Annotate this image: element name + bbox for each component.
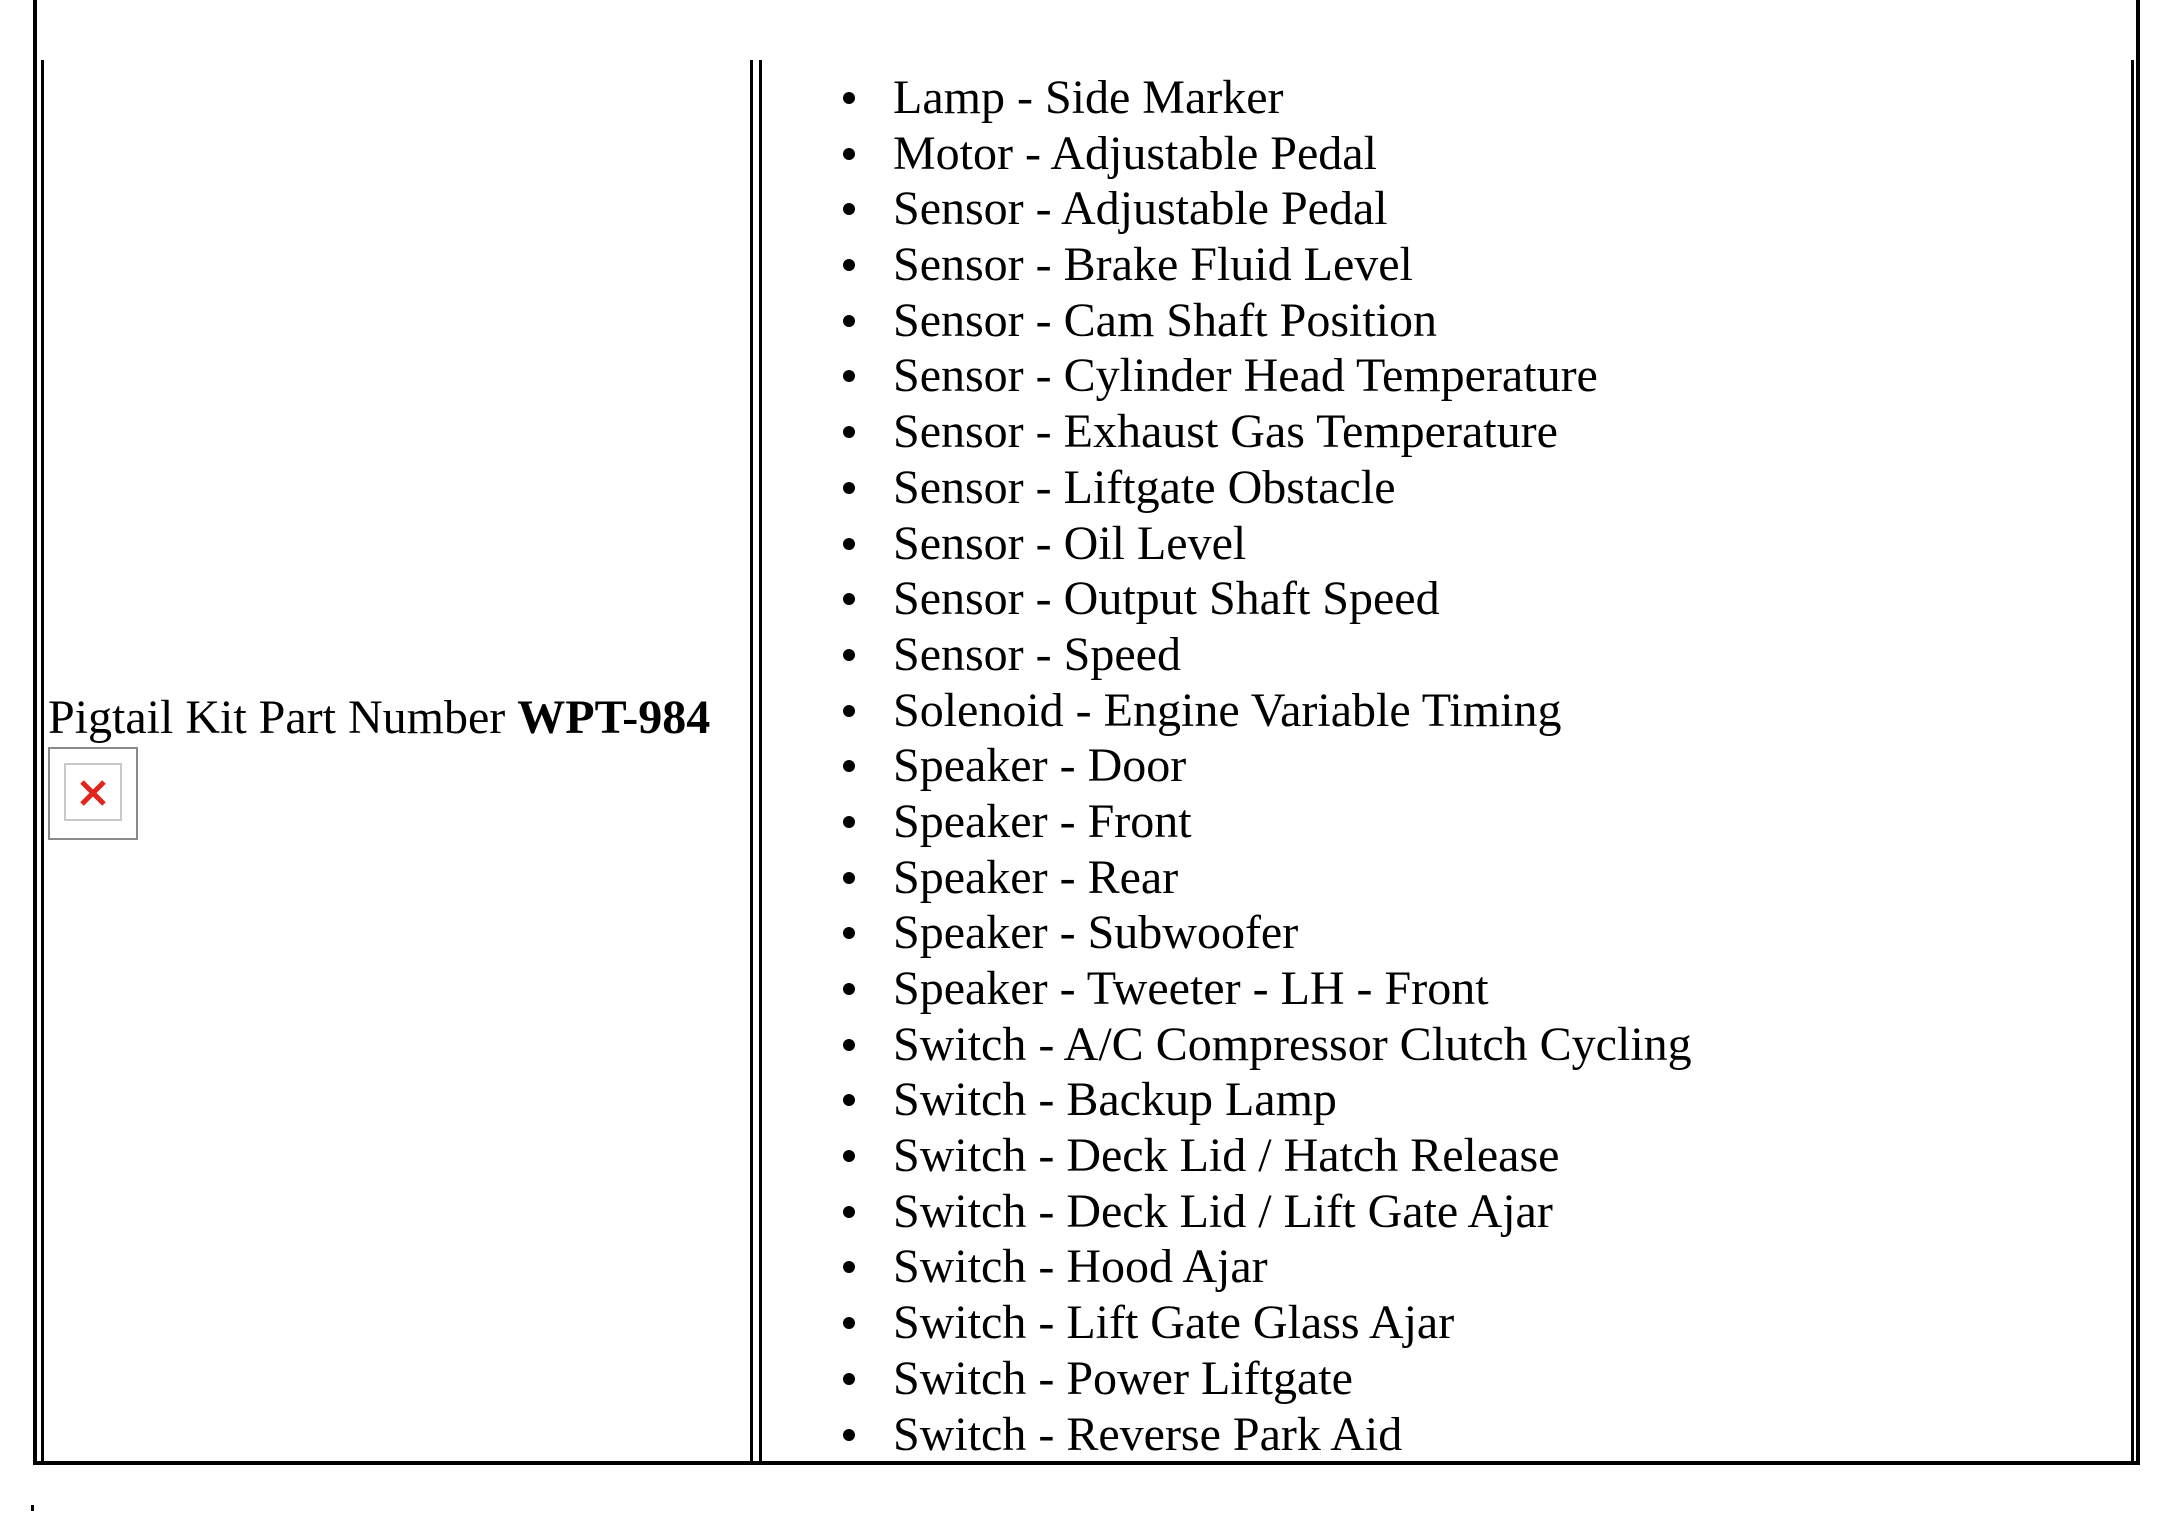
bullet-icon <box>843 760 855 772</box>
list-item <box>843 961 1692 1017</box>
bullet-icon <box>843 983 855 995</box>
stray-mark <box>31 1505 34 1511</box>
list-item <box>843 905 1692 961</box>
bullet-icon <box>843 872 855 884</box>
list-item-text: Sensor - Exhaust Gas Temperature <box>893 405 1558 459</box>
list-item-text: Switch - Hood Ajar <box>893 1240 1268 1294</box>
bullet-icon <box>843 148 855 160</box>
list-item <box>843 738 1692 794</box>
list-item-text: Speaker - Tweeter - LH - Front <box>893 962 1489 1015</box>
list-item-text: Speaker - Door <box>893 739 1187 793</box>
broken-image-x-icon <box>50 749 140 842</box>
bullet-icon <box>843 538 855 550</box>
bullet-icon <box>843 482 855 494</box>
list-item-text: Switch - Reverse Park Aid <box>893 1407 1403 1461</box>
bullet-icon <box>843 203 855 215</box>
list-item <box>843 516 1692 572</box>
bullet-icon <box>843 1150 855 1162</box>
table-cell-part-number <box>41 60 753 1464</box>
list-item-text: Switch - Power Liftgate <box>893 1351 1353 1405</box>
list-item <box>843 181 1692 237</box>
list-item <box>843 70 1692 126</box>
list-item <box>843 1295 1692 1351</box>
list-item-text: Sensor - Liftgate Obstacle <box>893 460 1396 514</box>
list-item-text: Solenoid - Engine Variable Timing <box>893 683 1562 737</box>
list-item-text: Sensor - Oil Level <box>893 516 1247 570</box>
list-item <box>843 1407 1692 1463</box>
list-item <box>843 794 1692 850</box>
list-item-text: Sensor - Cam Shaft Position <box>893 293 1438 347</box>
list-item <box>843 1072 1692 1128</box>
list-item <box>843 571 1692 627</box>
bullet-icon <box>843 1206 855 1218</box>
list-item <box>843 1184 1692 1240</box>
list-item-text: Speaker - Rear <box>893 850 1179 904</box>
list-item-text: Sensor - Cylinder Head Temperature <box>893 349 1598 403</box>
list-item <box>843 293 1692 349</box>
bullet-icon <box>843 705 855 717</box>
list-item-text: Sensor - Output Shaft Speed <box>893 572 1440 626</box>
bullet-icon <box>843 1373 855 1385</box>
bullet-icon <box>843 370 855 382</box>
list-item <box>843 1239 1692 1295</box>
part-number: WPT-984 <box>517 691 711 744</box>
bullet-icon <box>843 259 855 271</box>
list-item <box>843 460 1692 516</box>
bullet-icon <box>843 1429 855 1441</box>
list-item <box>843 237 1692 293</box>
list-item-text: Switch - A/C Compressor Clutch Cycling <box>893 1017 1692 1071</box>
bullet-icon <box>843 593 855 605</box>
list-item <box>843 348 1692 404</box>
list-item-text: Switch - Backup Lamp <box>893 1073 1337 1127</box>
list-item-text: Switch - Deck Lid / Lift Gate Ajar <box>893 1184 1553 1238</box>
list-item-text: Sensor - Speed <box>893 627 1181 681</box>
list-item-text: Sensor - Adjustable Pedal <box>893 182 1388 236</box>
list-item <box>843 850 1692 906</box>
bullet-icon <box>843 1261 855 1273</box>
part-number-label-text: Pigtail Kit Part Number <box>48 691 518 744</box>
list-item <box>843 683 1692 739</box>
list-item-text: Speaker - Front <box>893 794 1192 848</box>
application-list <box>843 70 1692 1462</box>
bullet-icon <box>843 1039 855 1051</box>
list-item <box>843 126 1692 182</box>
list-item <box>843 1128 1692 1184</box>
list-item-text: Speaker - Subwoofer <box>893 906 1299 960</box>
list-item <box>843 627 1692 683</box>
bullet-icon <box>843 315 855 327</box>
bullet-icon <box>843 927 855 939</box>
list-item <box>843 1351 1692 1407</box>
list-item-text: Sensor - Brake Fluid Level <box>893 238 1413 292</box>
broken-image-icon <box>48 747 138 840</box>
list-item-text: Switch - Lift Gate Glass Ajar <box>893 1296 1455 1350</box>
list-item-text: Switch - Deck Lid / Hatch Release <box>893 1129 1560 1183</box>
bullet-icon <box>843 92 855 104</box>
bullet-icon <box>843 816 855 828</box>
bullet-icon <box>843 1317 855 1329</box>
list-item-text: Lamp - Side Marker <box>893 71 1284 124</box>
part-number-label <box>48 690 710 746</box>
bullet-icon <box>843 426 855 438</box>
list-item <box>843 404 1692 460</box>
bullet-icon <box>843 1094 855 1106</box>
list-item <box>843 1017 1692 1073</box>
list-item-text: Motor - Adjustable Pedal <box>893 126 1377 180</box>
bullet-icon <box>843 649 855 661</box>
